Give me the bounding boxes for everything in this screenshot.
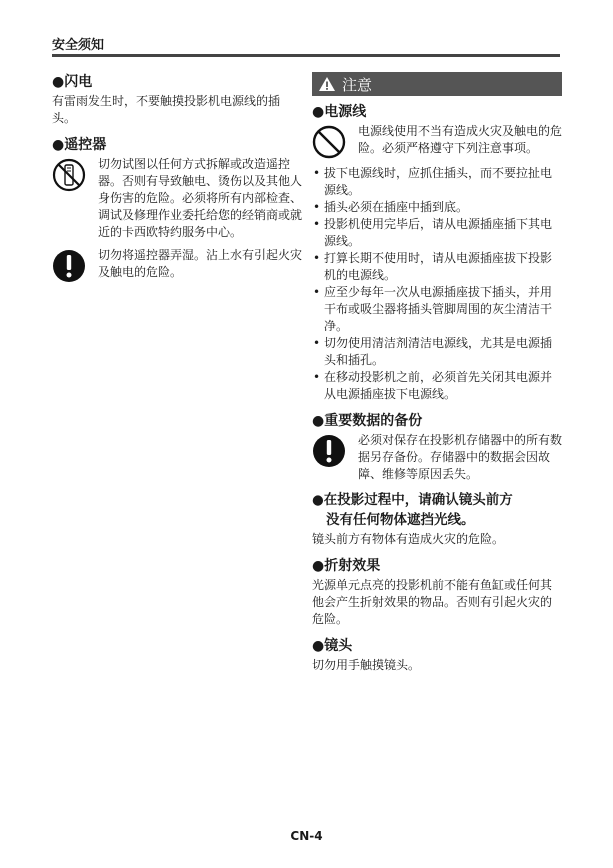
warning-triangle-icon bbox=[318, 76, 336, 92]
refraction-text: 光源单元点亮的投影机前不能有鱼缸或任何其他会产生折射效果的物品。否则有引起火灾的危险。 bbox=[312, 578, 553, 626]
lightning-text: 有雷雨发生时，不要触摸投影机电源线的插头。 bbox=[52, 94, 281, 125]
no-disassembly-icon bbox=[52, 158, 86, 192]
list-item: • 打算长期不使用时，请从电源插座拔下投影机的电源线。 bbox=[312, 250, 562, 284]
caution-label: 注意 bbox=[342, 75, 373, 94]
lightning-heading: ●闪电 bbox=[52, 74, 93, 90]
remote-section bbox=[52, 135, 302, 287]
list-item: • 插头必须在插座中插到底。 bbox=[312, 199, 562, 216]
remote-heading: ●遥控器 bbox=[52, 137, 107, 153]
remote-text-2: 切勿将遥控器弄湿。沾上水有引起火灾及触电的危险。 bbox=[98, 248, 303, 279]
backup-heading: ●重要数据的备份 bbox=[312, 413, 423, 429]
power-cord-text: 电源线使用不当有造成火灾及触电的危险。必须严格遵守下列注意事项。 bbox=[358, 124, 563, 155]
right-column bbox=[312, 72, 562, 682]
exclamation-icon bbox=[52, 249, 86, 283]
lightning-section bbox=[52, 72, 302, 127]
obstruction-text: 镜头前方有物体有造成火灾的危险。 bbox=[312, 532, 505, 546]
refraction-heading: ●折射效果 bbox=[312, 558, 381, 574]
page-number: CN-4 bbox=[290, 829, 323, 843]
list-item: • 投影机使用完毕后，请从电源插座插下其电源线。 bbox=[312, 216, 562, 250]
obstruction-heading-line1: ●在投影过程中，请确认镜头前方 bbox=[312, 492, 513, 508]
power-cord-bullets bbox=[312, 165, 562, 403]
obstruction-section bbox=[312, 491, 562, 548]
backup-section bbox=[312, 411, 562, 483]
lens-text: 切勿用手触摸镜头。 bbox=[312, 658, 421, 672]
refraction-section bbox=[312, 556, 562, 628]
power-cord-heading: ●电源线 bbox=[312, 104, 367, 120]
left-column bbox=[52, 72, 302, 295]
page-header-title: 安全须知 bbox=[52, 38, 105, 53]
power-cord-section bbox=[312, 102, 562, 403]
list-item: • 在移动投影机之前，必须首先关闭其电源并从电源插座拔下电源线。 bbox=[312, 369, 562, 403]
header-divider bbox=[52, 54, 560, 57]
exclamation-icon bbox=[312, 434, 346, 468]
lens-heading: ●镜头 bbox=[312, 638, 353, 654]
caution-banner bbox=[312, 72, 562, 96]
obstruction-heading-line2: 没有任何物体遮挡光线。 bbox=[326, 512, 475, 528]
backup-text: 必须对保存在投影机存储器中的所有数据另存备份。存储器中的数据会因故障、维修等原因丢失。 bbox=[358, 433, 563, 481]
list-item: • 应至少每年一次从电源插座拔下插头，并用干布或吸尘器将插头管脚周围的灰尘清洁干净。 bbox=[312, 284, 562, 335]
remote-text-1: 切勿试图以任何方式拆解或改造遥控器。否则有导致触电、烫伤以及其他人身伤害的危险。必须将所有内部检查、调试及修理作业委托给您的经销商或就近的卡西欧特约服务中心。 bbox=[98, 157, 303, 239]
list-item: • 拔下电源线时，应抓住插头，而不要拉扯电源线。 bbox=[312, 165, 562, 199]
list-item: • 切勿使用清洁剂清洁电源线，尤其是电源插头和插孔。 bbox=[312, 335, 562, 369]
prohibition-icon bbox=[312, 125, 346, 159]
lens-section bbox=[312, 636, 562, 674]
